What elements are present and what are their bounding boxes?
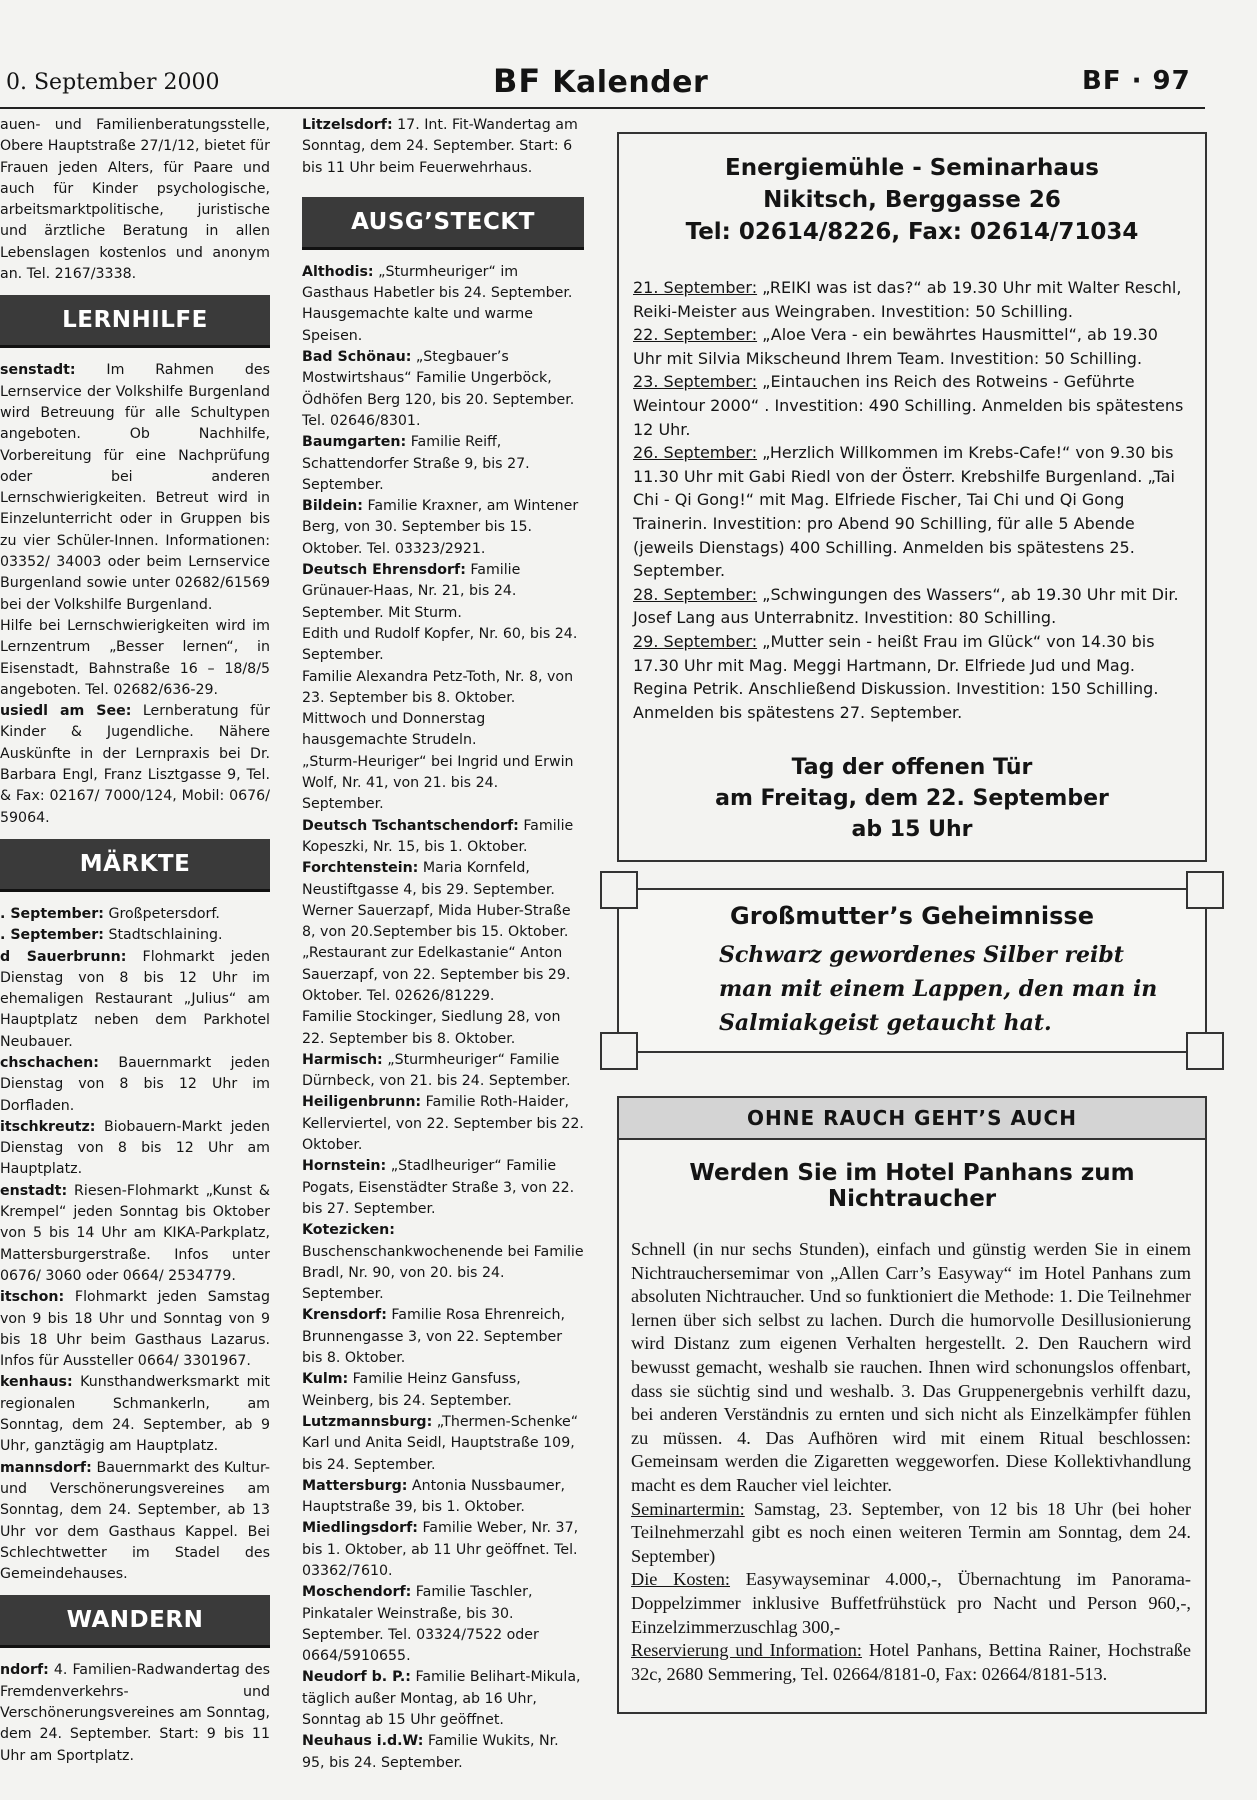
entry-place: Baumgarten: xyxy=(302,434,407,451)
heuriger-entry xyxy=(302,1731,584,1774)
heuriger-entry xyxy=(302,496,584,560)
column-middle xyxy=(302,115,584,1774)
entry-text: Maria Kornfeld, Neustiftgasse 4, bis 29. September. xyxy=(302,860,555,898)
entry-text: Biobauern-Markt jeden Dienstag von 8 bis 12 Uhr am Hauptplatz. xyxy=(0,1118,270,1178)
heuriger-entry xyxy=(302,347,584,432)
entry-text: Flohmarkt jeden Dienstag von 8 bis 12 Uhr im ehemaligen Restaurant „Julius“ am Hauptplatz neben dem Parkhotel Neubauer. xyxy=(0,948,270,1050)
heuriger-entry xyxy=(302,901,584,944)
entry-place: . September: xyxy=(0,905,104,922)
beratung-text: auen- und Familienberatungsstelle, Obere Hauptstraße 27/1/12, bietet für Frauen jeden Alters, für Paare und auch für Kinder psychologische, arbeitsmarktpolitische, juristische und ärztliche Beratung in allen Lebenslagen kostenlos und anonym an. Tel. 2167/3338. xyxy=(0,117,270,283)
entry-place: itschon: xyxy=(0,1289,65,1306)
issue-date: 0. September 2000 xyxy=(6,70,220,95)
entry-text: Familie Grünauer-Haas, Nr. 21, bis 24. September. Mit Sturm. xyxy=(302,562,521,621)
heuriger-entry xyxy=(302,667,584,752)
entry-place: Hornstein: xyxy=(302,1158,387,1175)
entry-text: Familie Taschler, Pinkataler Weinstraße, bis 30. September. Tel. 03324/7522 oder 0664/5910655. xyxy=(302,1584,539,1665)
entry-text: Großpetersdorf. xyxy=(103,905,220,922)
entry-place: Deutsch Ehrensdorf: xyxy=(302,562,466,579)
heuriger-entry xyxy=(302,624,584,667)
entry-text: Bauernmarkt jeden Dienstag von 8 bis 12 Uhr im Dorfladen. xyxy=(0,1054,270,1114)
corner-cut-bottom-left xyxy=(600,1032,638,1070)
seminar-event xyxy=(633,276,1185,323)
open-day-date: am Freitag, dem 22. September xyxy=(715,786,1109,812)
entry-text: Lernberatung für Kinder & Jugendliche. Nähere Auskünfte in der Lernpraxis bei Dr. Barbara Engl, Franz Lisztgasse 9, Tel. & Fax: 02167/ 7000/124, Mobil: 0676/ 59064. xyxy=(0,703,270,826)
entry-text: Werner Sauerzapf, Mida Huber-Straße 8, von 20.September bis 15. Oktober. xyxy=(302,902,571,941)
entry-text: Kunsthandwerksmarkt mit regionalen Schmankerln, am Sonntag, dem 24. September, ab 9 Uhr, ganztägig am Hauptplatz. xyxy=(0,1374,270,1455)
nichtraucher-title: Werden Sie im Hotel Panhans zum Nichtraucher xyxy=(689,1160,1135,1212)
entry-place: Kotezicken: xyxy=(302,1222,395,1239)
entry-place: Forchtenstein: xyxy=(302,860,419,877)
reservierung-text: Hotel Panhans, Bettina Rainer, Hochstraße 32c, 2680 Semmering, Tel. 02664/8181-0, Fax: 02664/8181-513. xyxy=(631,1640,1191,1684)
entry-place: ndorf: xyxy=(0,1662,49,1679)
wandern-entry xyxy=(302,115,584,179)
section-heading-ausgsteckt: AUSG’STECKT xyxy=(302,197,584,250)
entry-text: Familie Alexandra Petz-Toth, Nr. 8, von 23. September bis 8. Oktober. Mittwoch und Donnerstag hausgemachte Strudeln. xyxy=(302,668,574,749)
heuriger-entry xyxy=(302,1476,584,1519)
entry-text: „Sturmheuriger“ im Gasthaus Habetler bis 24. September. Hausgemachte kalte und warme Speisen. xyxy=(302,263,573,344)
entry-text: Riesen-Flohmarkt „Kunst & Krempel“ jeden Sonntag bis Oktober von 5 bis 14 Uhr am KIKA-Parkplatz, Mattersburgerstraße. Infos unter 0676/ 3060 oder 0664/ 2534779. xyxy=(0,1182,270,1284)
reservierung-label: Reservierung und Information: xyxy=(631,1640,862,1661)
seminartermin xyxy=(631,1498,1191,1569)
kosten-label: Die Kosten: xyxy=(631,1569,731,1590)
heuriger-entry xyxy=(302,1305,584,1369)
lernhilfe-entry xyxy=(0,360,270,616)
grossmutter-title: Großmutter’s Geheimnisse xyxy=(730,902,1094,930)
lernhilfe-entry xyxy=(0,701,270,829)
heuriger-entry xyxy=(302,432,584,496)
seminar-event xyxy=(633,441,1185,583)
market-entry xyxy=(0,947,270,1053)
entry-text: „Sturm-Heuriger“ bei Ingrid und Erwin Wolf, Nr. 41, von 21. bis 24. September. xyxy=(302,753,574,813)
entry-place: Krensdorf: xyxy=(302,1307,387,1324)
event-date: 29. September: xyxy=(633,631,758,651)
entry-text: 17. Int. Fit-Wandertag am Sonntag, dem 24. September. Start: 6 bis 11 Uhr beim Feuerwehrhaus. xyxy=(302,117,578,176)
bf-logo: BF xyxy=(493,62,542,100)
entry-place: Bildein: xyxy=(302,498,363,515)
entry-text: „Sturmheuriger“ Familie Dürnbeck, von 21. bis 24. September. xyxy=(302,1051,571,1090)
energiemuehle-header xyxy=(619,152,1205,248)
event-date: 22. September: xyxy=(633,325,758,345)
entry-place: . September: xyxy=(0,927,104,944)
entry-place: Bad Schönau: xyxy=(302,349,412,366)
heuriger-entry xyxy=(302,1050,584,1093)
seminar-event xyxy=(633,583,1185,630)
kosten xyxy=(631,1568,1191,1639)
entry-place: Althodis: xyxy=(302,263,374,280)
section-heading-lernhilfe: LERNHILFE xyxy=(0,295,270,348)
entry-text: „Stadlheuriger“ Familie Pogats, Eisenstädter Straße 3, von 22. bis 27. September. xyxy=(302,1158,575,1217)
entry-place: mannsdorf: xyxy=(0,1459,92,1476)
market-entry xyxy=(0,904,270,925)
market-entry xyxy=(0,1372,270,1457)
heuriger-entry xyxy=(302,816,584,859)
seminar-event xyxy=(633,370,1185,441)
entry-place: chschachen: xyxy=(0,1054,99,1071)
entry-place: Harmisch: xyxy=(302,1051,383,1068)
entry-text: Stadtschlaining. xyxy=(103,927,223,944)
seminartermin-text: Samstag, 23. September, von 12 bis 18 Uhr (bei hoher Teilnehmerzahl gibt es noch einen weiteren Termin am Sonntag, dem 24. September) xyxy=(631,1498,1191,1566)
entry-place: senstadt: xyxy=(0,362,76,379)
market-entry xyxy=(0,1458,270,1586)
nichtraucher-text: Schnell (in nur sechs Stunden), einfach und günstig werden Sie in einem Nichtrauchersemimar von „Allen Carr’s Easyway“ im Hotel Panhans zum absoluten Nichtraucher. Und so funktioniert die Methode: 1. Die Teilnehmer lernen über sich selbst zu lachen. Durch die humorvolle Desillusionierung wird Distanz zum eigenen Verhalten hergestellt. 2. Den Rauchern wird bewusst gemacht, weshalb sie rauchen. Ihnen wird schonungslos offenbart, dass sie süchtig sind und weshalb. 3. Das Gruppenergebnis verhilft dazu, bei anderen Verständnis zu ernten und sich nicht als Einzelkämpfer fühlen zu müssen. 4. Das Aufhören wird mit einem Ritual beschlossen: Gemeinsam werden die Zigaretten weggeworfen. Diese Kollektivhandlung macht es dem Raucher viel leichter. xyxy=(631,1239,1191,1495)
section-heading-maerkte: MÄRKTE xyxy=(0,839,270,892)
seminar-event xyxy=(633,323,1185,370)
event-text: „REIKI was ist das?“ ab 19.30 Uhr mit Walter Reschl, Reiki-Meister aus Weingraben. Investition: 50 Schilling. xyxy=(633,278,1182,321)
heuriger-entry xyxy=(302,262,584,347)
wandern-entry xyxy=(0,1660,270,1766)
energiemuehle-phone: Tel: 02614/8226, Fax: 02614/71034 xyxy=(685,219,1139,245)
grossmutter-tip: Schwarz gewordenes Silber reibt man mit einem Lappen, den man in Salmiakgeist getaucht hat. xyxy=(719,942,1158,1036)
heuriger-entry xyxy=(302,1667,584,1731)
corner-cut-bottom-right xyxy=(1186,1032,1224,1070)
entry-text: Familie Belihart-Mikula, täglich außer Montag, ab 16 Uhr, Sonntag ab 15 Uhr geöffnet. xyxy=(302,1669,581,1729)
entry-text: Familie Rosa Ehrenreich, Brunnengasse 3, von 22. September bis 8. Oktober. xyxy=(302,1307,566,1367)
heuriger-entry xyxy=(302,858,584,901)
heuriger-entry xyxy=(302,1007,584,1050)
entry-place: d Sauerbrunn: xyxy=(0,948,127,965)
header-rule xyxy=(0,107,1205,109)
entry-place: enstadt: xyxy=(0,1182,68,1199)
heuriger-entry xyxy=(302,1220,584,1305)
entry-place: Litzelsdorf: xyxy=(302,117,393,133)
entry-place: kenhaus: xyxy=(0,1374,73,1391)
entry-place: Neuhaus i.d.W: xyxy=(302,1733,424,1750)
entry-text: „Restaurant zur Edelkastanie“ Anton Sauerzapf, von 22. September bis 29. Oktober. Tel. 02626/81229. xyxy=(302,945,571,1004)
entry-text: Im Rahmen des Lernservice der Volkshilfe Burgenland wird Betreuung für alle Schultypen angeboten. Ob Nachhilfe, Vorbereitung für eine Nachprüfung oder bei anderen Lernschwierigkeiten. Betreut wird in Einzelunterricht oder in Gruppen bis zu vier Schüler-Innen. Informationen: 03352/ 34003 oder beim Lernservice Burgenland sowie unter 02682/61569 bei der Volkshilfe Burgenland. xyxy=(0,362,270,613)
entry-text: Familie Stockinger, Siedlung 28, von 22. September bis 8. Oktober. xyxy=(302,1009,561,1047)
entry-text: Familie Kopeszki, Nr. 15, bis 1. Oktober. xyxy=(302,817,574,855)
market-entry xyxy=(0,925,270,946)
heuriger-entry xyxy=(302,560,584,624)
reservierung xyxy=(631,1639,1191,1686)
heuriger-entry xyxy=(302,752,584,816)
event-text: „Herzlich Willkommen im Krebs-Cafe!“ von 9.30 bis 11.30 Uhr mit Gabi Riedl von der Österr. Krebshilfe Burgenland. „Tai Chi - Qi Gong!“ mit Mag. Elfriede Fischer, Tai Chi und Qi Gong Trainerin. Investition: pro Abend 90 Schilling, für alle 5 Abende (jeweils Dienstags) 400 Schilling. Anmelden bis spätestens 25. September. xyxy=(633,443,1175,581)
nichtraucher-band: OHNE RAUCH GEHT’S AUCH xyxy=(619,1098,1205,1140)
ausgsteckt-list xyxy=(302,262,584,1774)
event-date: 26. September: xyxy=(633,443,758,463)
open-day-title: Tag der offenen Tür xyxy=(791,755,1033,781)
corner-cut-top-right xyxy=(1186,871,1224,909)
heuriger-entry xyxy=(302,1518,584,1582)
lernhilfe-entry: Hilfe bei Lernschwierigkeiten wird im Lernzentrum „Besser lernen“, in Eisenstadt, Bahnstraße 16 – 18/8/5 angeboten. Tel. 02682/636-29. xyxy=(0,617,270,698)
section-heading-wandern: WANDERN xyxy=(0,1595,270,1648)
entry-text: Buschenschankwochenende bei Familie Bradl, Nr. 90, von 20. bis 24. September. xyxy=(302,1243,584,1303)
entry-text: Familie Reiff, Schattendorfer Straße 9, bis 27. September. xyxy=(302,434,530,493)
entry-text: Edith und Rudolf Kopfer, Nr. 60, bis 24. September. xyxy=(302,625,578,664)
open-day-notice xyxy=(619,752,1205,845)
title-word: Kalender xyxy=(552,65,709,100)
open-day-time: ab 15 Uhr xyxy=(851,817,973,843)
event-text: „Mutter sein - heißt Frau im Glück“ von 14.30 bis 17.30 Uhr mit Mag. Meggi Hartmann, Dr. Elfriede Jud und Mag. Regina Petrik. Anschließend Diskussion. Investition: 150 Schilling. Anmelden bis spätestens 27. September. xyxy=(633,631,1159,722)
page-number: BF · 97 xyxy=(1082,66,1191,96)
heuriger-entry xyxy=(302,1156,584,1220)
entry-place: Miedlingsdorf: xyxy=(302,1520,418,1537)
entry-text: Familie Kraxner, am Wintener Berg, von 30. September bis 15. Oktober. Tel. 03323/2921. xyxy=(302,498,579,557)
page-title xyxy=(493,62,708,100)
grossmutter-box xyxy=(617,888,1207,1053)
heuriger-entry xyxy=(302,1092,584,1156)
entry-place: Moschendorf: xyxy=(302,1584,412,1601)
entry-place: Kulm: xyxy=(302,1371,349,1388)
entry-place: usiedl am See: xyxy=(0,703,132,720)
energiemuehle-box xyxy=(617,132,1207,862)
energiemuehle-title: Energiemühle - Seminarhaus xyxy=(725,155,1099,181)
entry-place: itschkreutz: xyxy=(0,1118,96,1135)
corner-cut-top-left xyxy=(600,871,638,909)
entry-text: Bauernmarkt des Kultur- und Verschönerungsvereines am Sonntag, dem 24. September, ab 13 Uhr vor dem Gasthaus Kappel. Bei Schlechtwetter im Stadel des Gemeindehauses. xyxy=(0,1459,270,1583)
entry-text: „Stegbauer’s Mostwirtshaus“ Familie Ungerböck, Ödhöfen Berg 120, bis 20. September. Tel. 02646/8301. xyxy=(302,349,575,429)
entry-text: Antonia Nussbaumer, Hauptstraße 39, bis 1. Oktober. xyxy=(302,1477,565,1516)
event-text: „Schwingungen des Wassers“, ab 19.30 Uhr mit Dir. Josef Lang aus Unterrabnitz. Investition: 80 Schilling. xyxy=(633,584,1179,628)
entry-place: Lutzmannsburg: xyxy=(302,1413,433,1430)
market-entry xyxy=(0,1181,270,1287)
heuriger-entry xyxy=(302,1582,584,1667)
market-entry xyxy=(0,1287,270,1372)
entry-place: Deutsch Tschantschendorf: xyxy=(302,817,519,834)
entry-place: Mattersburg: xyxy=(302,1477,408,1494)
entry-text: 4. Familien-Radwandertag des Fremdenverkehrs- und Verschönerungsvereines am Sonntag, dem 24. September. Start: 9 bis 11 Uhr am Sportplatz. xyxy=(0,1662,270,1764)
market-entry xyxy=(0,1117,270,1181)
heuriger-entry xyxy=(302,1369,584,1412)
entry-text: „Thermen-Schenke“ Karl und Anita Seidl, Hauptstraße 109, bis 24. September. xyxy=(302,1413,579,1473)
kosten-text: Easywayseminar 4.000,-, Übernachtung im Panorama-Doppelzimmer inklusive Buffetfrühstück pro Nacht und Person 960,-, Einzelzimmerzuschlag 300,- xyxy=(631,1569,1191,1637)
nichtraucher-body xyxy=(631,1238,1191,1686)
heuriger-entry xyxy=(302,943,584,1007)
energiemuehle-address: Nikitsch, Berggasse 26 xyxy=(763,187,1061,213)
column-left xyxy=(0,115,270,1767)
seminar-event xyxy=(633,630,1185,724)
event-text: „Aloe Vera - ein bewährtes Hausmittel“, ab 19.30 Uhr mit Silvia Mikscheund Ihrem Team. Investition: 50 Schilling. xyxy=(633,325,1158,368)
event-text: „Eintauchen ins Reich des Rotweins - Geführte Weintour 2000“ . Investition: 490 Schilling. Anmelden bis spätestens 12 Uhr. xyxy=(633,372,1184,439)
entry-place: Heiligenbrunn: xyxy=(302,1094,422,1111)
entry-text: Flohmarkt jeden Samstag von 9 bis 18 Uhr und Sonntag von 9 bis 18 Uhr beim Gasthaus Lazarus. Infos für Aussteller 0664/ 3301967. xyxy=(0,1289,270,1370)
nichtraucher-box xyxy=(617,1096,1207,1714)
energiemuehle-events xyxy=(633,276,1185,724)
entry-place: Neudorf b. P.: xyxy=(302,1669,411,1686)
event-date: 28. September: xyxy=(633,584,758,604)
entry-text: Familie Heinz Gansfuss, Weinberg, bis 24. September. xyxy=(302,1371,521,1409)
market-entry xyxy=(0,1053,270,1117)
entry-text: Familie Weber, Nr. 37, bis 1. Oktober, ab 11 Uhr geöffnet. Tel. 03362/7610. xyxy=(302,1520,579,1579)
entry-text: Familie Roth-Haider, Kellerviertel, von 22. September bis 22. Oktober. xyxy=(302,1094,584,1154)
heuriger-entry xyxy=(302,1412,584,1476)
entry-text: Familie Wukits, Nr. 95, bis 24. September. xyxy=(302,1733,559,1771)
event-date: 21. September: xyxy=(633,278,758,297)
seminartermin-label: Seminartermin: xyxy=(631,1498,745,1519)
event-date: 23. September: xyxy=(633,372,758,392)
